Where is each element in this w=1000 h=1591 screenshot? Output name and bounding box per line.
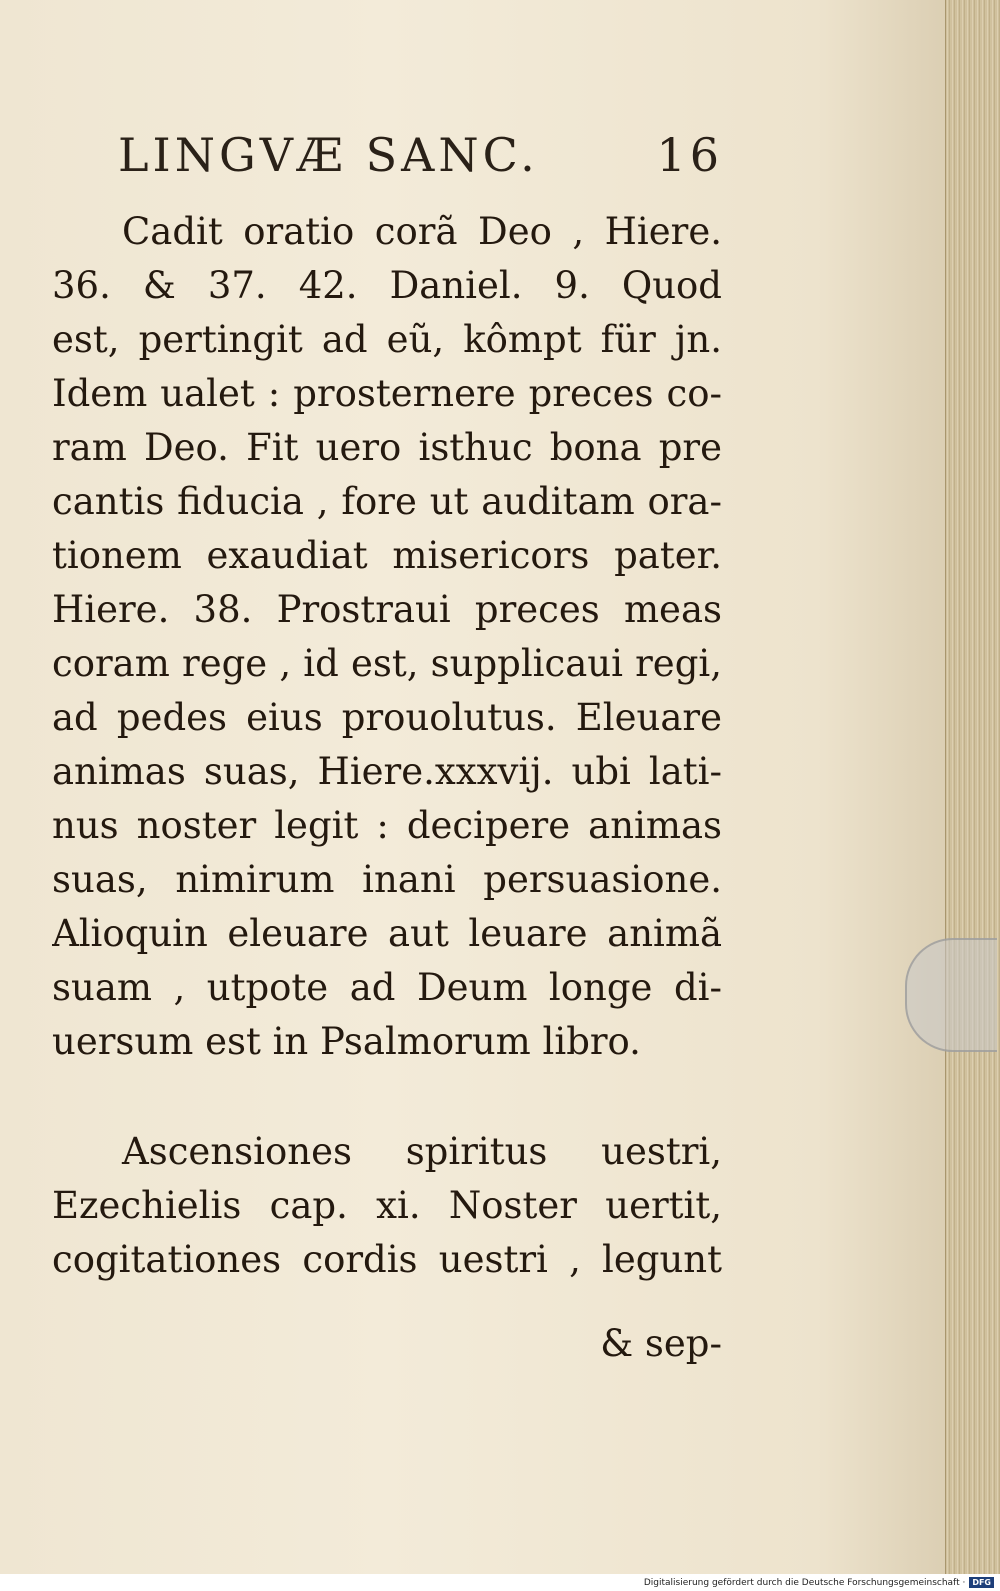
- text-line: cogitationes cordis uestri , legunt: [52, 1238, 722, 1281]
- page-clip: [905, 938, 997, 1052]
- text-line: 36. & 37. 42. Daniel. 9. Quod: [52, 264, 722, 307]
- text-line: suas, nimirum inani persuasione.: [52, 858, 722, 901]
- text-line: uersum est in Psalmorum libro.: [52, 1020, 641, 1063]
- body-text: [52, 205, 722, 1287]
- dfg-logo: DFG: [969, 1577, 994, 1588]
- text-line: ram Deo. Fit uero isthuc bona pre: [52, 426, 722, 469]
- running-header: [118, 128, 723, 188]
- header-title: LINGVÆ SANC.: [118, 128, 539, 182]
- text-line: Ezechielis cap. xi. Noster uertit,: [52, 1184, 722, 1227]
- text-line: ad pedes eius prouolutus. Eleuare: [52, 696, 722, 739]
- catchword: & sep-: [600, 1322, 722, 1365]
- text-line: nus noster legit : decipere animas: [52, 804, 722, 847]
- text-line: est, pertingit ad eũ, kômpt für jn.: [52, 318, 722, 361]
- text-line: suam , utpote ad Deum longe di-: [52, 966, 722, 1009]
- text-line: Cadit oratio corã Deo , Hiere.: [122, 210, 722, 253]
- text-line: Ascensiones spiritus uestri,: [122, 1130, 722, 1173]
- footer-credit: Digitalisierung gefördert durch die Deutsche Forschungsgemeinschaft ·: [643, 1577, 966, 1588]
- paragraph-gap: [52, 1069, 722, 1125]
- text-line: cantis fiducia , fore ut auditam ora-: [52, 480, 722, 523]
- text-line: Alioquin eleuare aut leuare animã: [52, 912, 722, 955]
- page-edges: [945, 0, 1000, 1574]
- text-line: Hiere. 38. Prostraui preces meas: [52, 588, 722, 631]
- text-line: animas suas, Hiere.xxxvij. ubi lati-: [52, 750, 722, 793]
- digitization-footer: [0, 1574, 1000, 1591]
- text-line: Idem ualet : prosternere preces co-: [52, 372, 722, 415]
- text-line: tionem exaudiat misericors pater.: [52, 534, 722, 577]
- text-line: coram rege , id est, supplicaui regi,: [52, 642, 722, 685]
- folio-number: 16: [656, 128, 723, 182]
